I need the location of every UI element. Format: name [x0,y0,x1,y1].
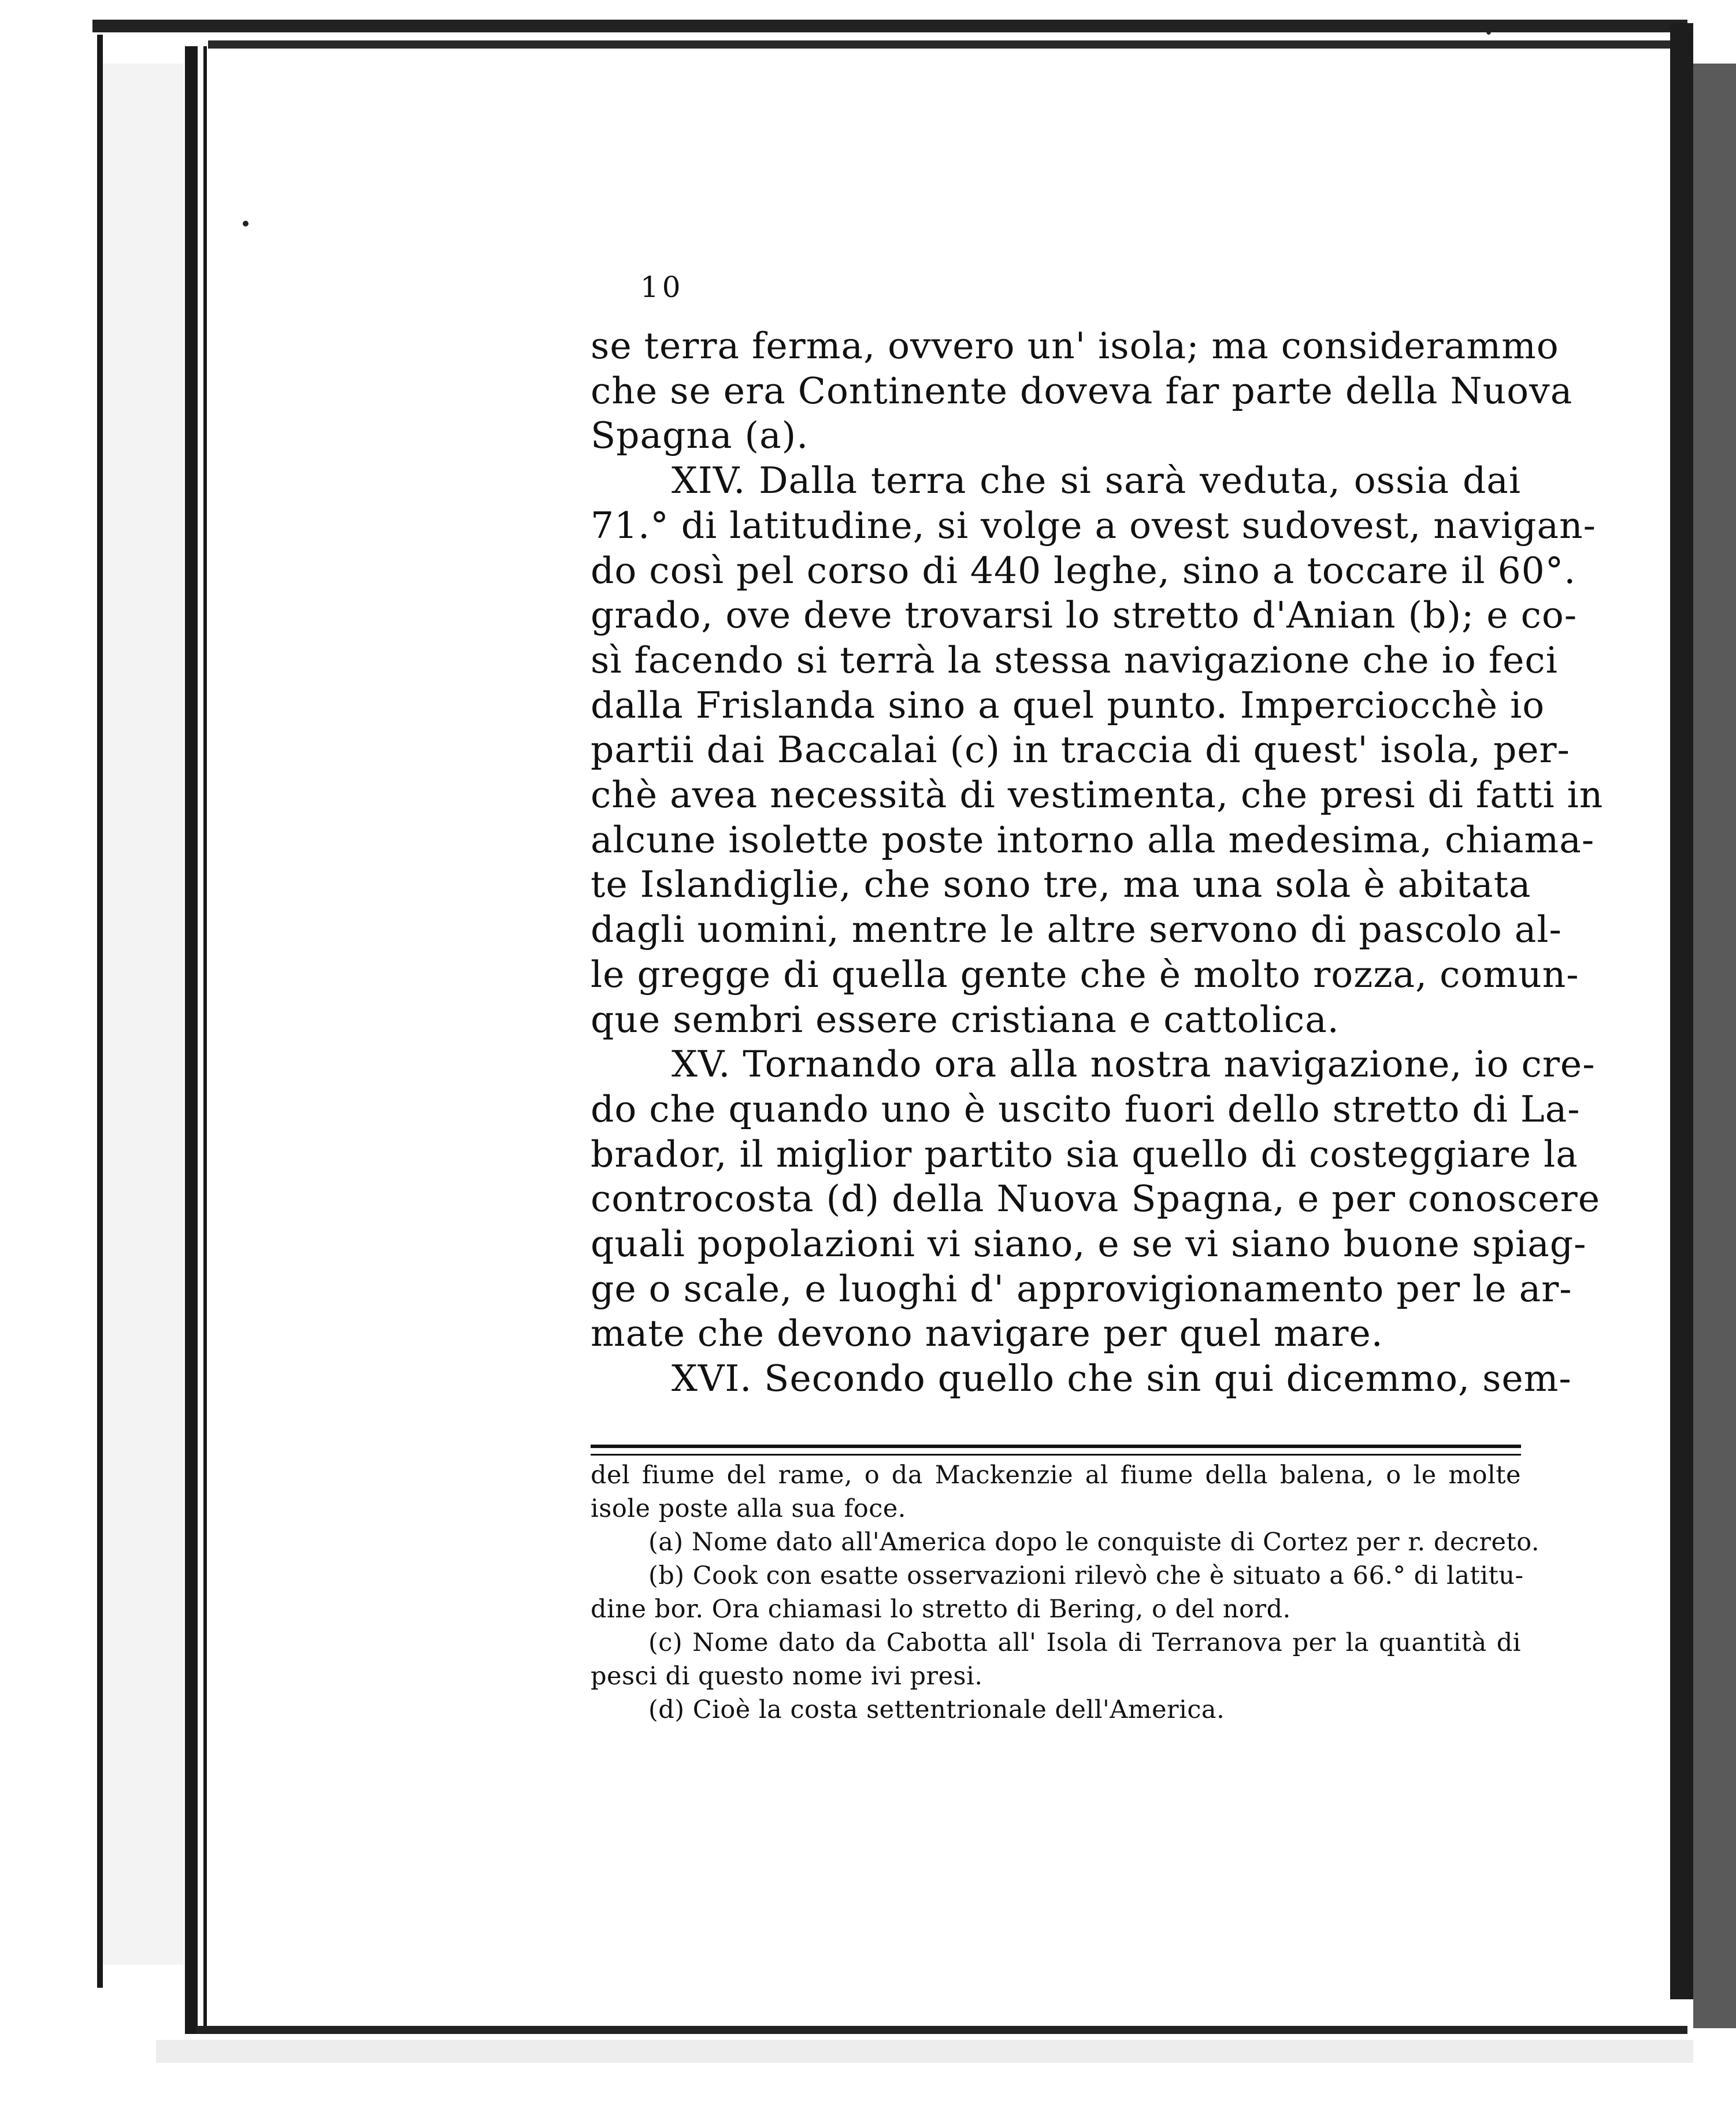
body-line: chè avea necessità di vestimenta, che presi di fatti in [591,774,1604,816]
left-page-stack [103,64,184,1965]
body-line: che se era Continente doveva far parte della Nuova [591,369,1573,412]
right-edge [1670,23,1693,1999]
body-line: se terra ferma, ovvero un' isola; ma considerammo [591,325,1559,367]
body-line: partii dai Baccalai (c) in traccia di quest' isola, per- [591,729,1570,771]
bottom-edge [196,2026,1687,2034]
top-edge-inner [208,40,1687,49]
footnote-a: (a) Nome dato all'America dopo le conquiste di Cortez per r. decreto. [648,1528,1540,1557]
footnote-d: (d) Cioè la costa settentrionale dell'America. [648,1695,1225,1724]
footnote-line: del fiume del rame, o da Mackenzie al fiume della balena, o le molte [591,1461,1521,1490]
footnote-c: (c) Nome dato da Cabotta all' Isola di Terranova per la quantità di [648,1628,1521,1657]
body-line: sì facendo si terrà la stessa navigazione che io feci [591,639,1558,681]
footnote-line: dine bor. Ora chiamasi lo stretto di Bering, o del nord. [591,1595,1291,1624]
footnote-line: isole poste alla sua foce. [591,1494,906,1523]
ink-speck [1486,29,1491,35]
body-line: que sembri essere cristiana e cattolica. [591,998,1340,1041]
body-line: grado, ove deve trovarsi lo stretto d'Anian (b); e co- [591,594,1578,637]
body-line: quali popolazioni vi siano, e se vi siano buone spiag- [591,1223,1587,1265]
body-text [591,324,1604,1401]
footnote-line: pesci di questo nome ivi presi. [591,1662,983,1691]
top-edge [92,20,1687,32]
left-edge-inner [185,46,198,2034]
body-line: dagli uomini, mentre le altre servono di pascolo al- [591,908,1562,951]
paragraph-xvi-start: XVI. Secondo quello che sin qui dicemmo, sem- [672,1357,1572,1400]
right-page-shadow [1693,64,1736,2028]
body-line: ge o scale, e luoghi d' approvigionamento per le ar- [591,1267,1572,1310]
ink-speck [243,221,248,227]
left-edge-inner-line [203,46,207,2028]
left-edge-outer [97,35,103,1988]
body-line: Spagna (a). [591,414,809,457]
body-line: brador, il miglior partito sia quello di costeggiare la [591,1133,1578,1175]
body-line: te Islandiglie, che sono tre, ma una sola è abitata [591,863,1531,906]
body-line: controcosta (d) della Nuova Spagna, e per conoscere [591,1178,1601,1220]
body-line: 71.° di latitudine, si volge a ovest sudovest, navigan- [591,504,1596,547]
paragraph-xiv-start: XIV. Dalla terra che si sarà veduta, ossia dai [672,459,1521,502]
footnote-rule [591,1445,1521,1456]
bottom-page-shadow [156,2040,1693,2063]
body-line: mate che devono navigare per quel mare. [591,1312,1383,1355]
body-line: do che quando uno è uscito fuori dello stretto di La- [591,1087,1581,1130]
body-line: alcune isolette poste intorno alla medesima, chiama- [591,818,1595,861]
body-line: le gregge di quella gente che è molto rozza, comun- [591,953,1579,996]
paragraph-xv-start: XV. Tornando ora alla nostra navigazione, io cre- [672,1043,1596,1086]
footnotes [591,1458,1540,1727]
page-number: 10 [640,270,684,304]
footnote-b: (b) Cook con esatte osservazioni rilevò che è situato a 66.° di latitu- [648,1561,1524,1590]
body-line: dalla Frislanda sino a quel punto. Imperciocchè io [591,684,1545,726]
body-line: do così pel corso di 440 leghe, sino a toccare il 60°. [591,549,1577,592]
